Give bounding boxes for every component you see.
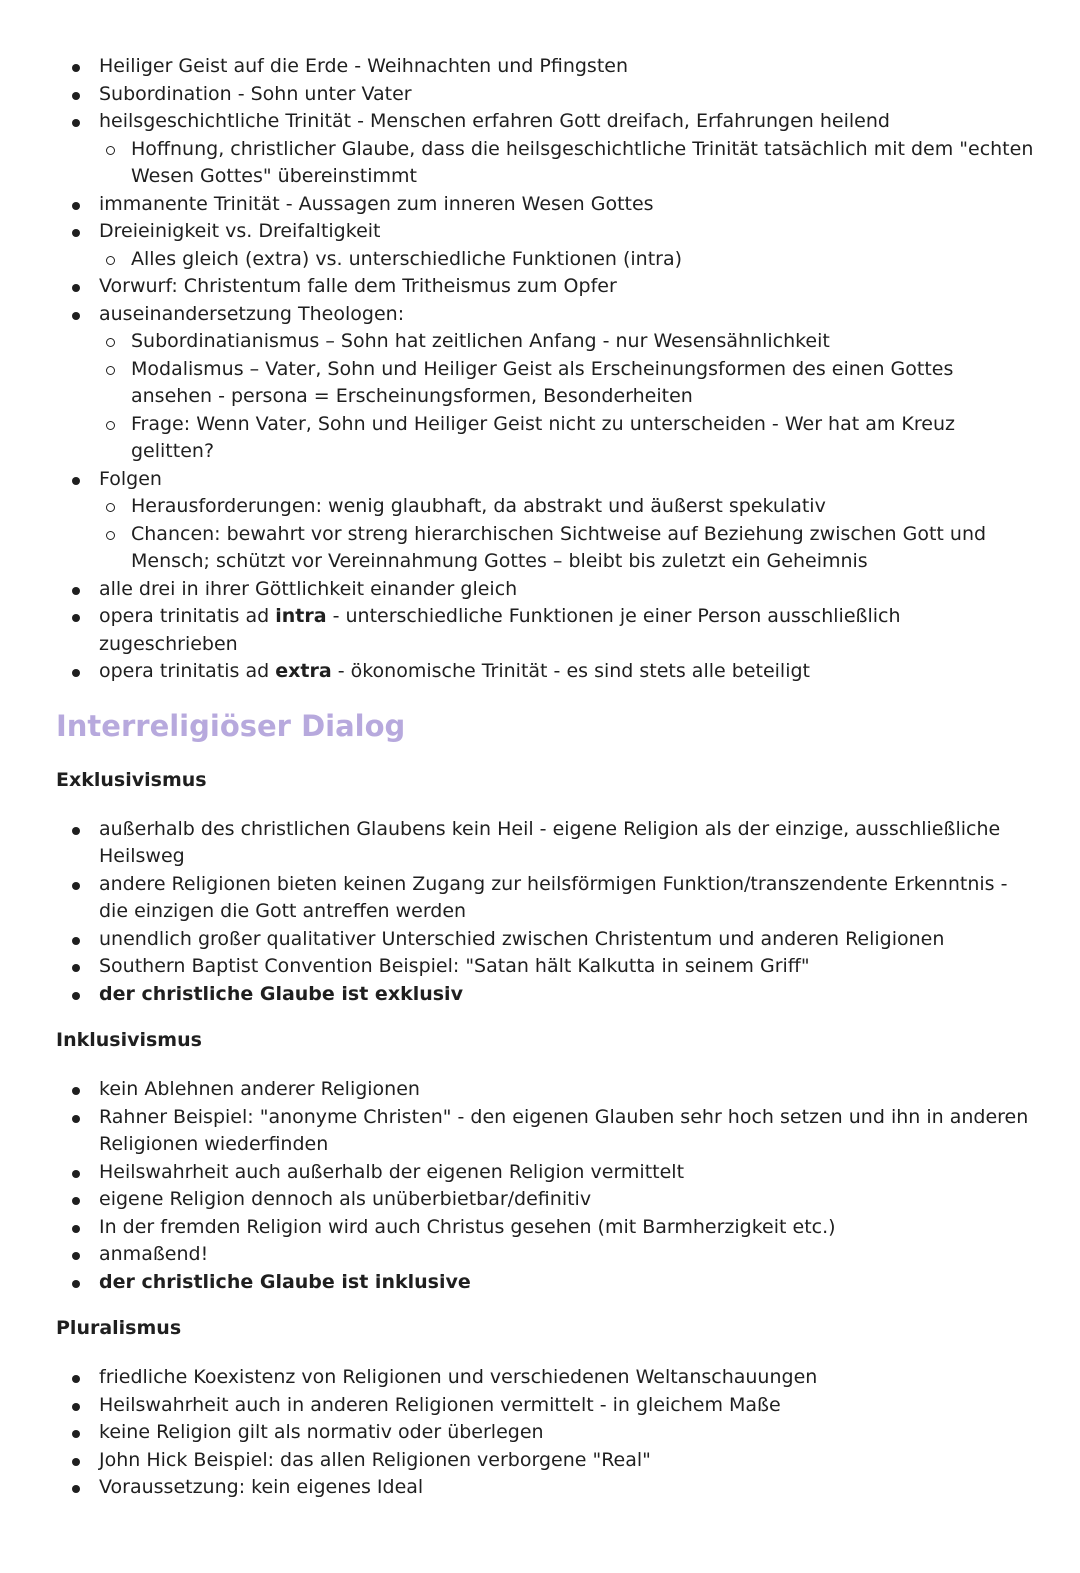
bullet-item [56,658,1040,686]
bullet-item [56,603,1040,658]
bullet-item [56,191,1040,219]
text-run: friedliche Koexistenz von Religionen und verschiedenen Weltanschauungen [99,1366,818,1388]
bullet-item [56,1364,1040,1392]
text-run: Subordinatianismus – Sohn hat zeitlichen Anfang - nur Wesensähnlichkeit [131,330,830,352]
section-title: Interreligiöser Dialog [56,708,406,743]
text-run: Chancen: bewahrt vor streng hierarchischen Sichtweise auf Beziehung zwischen Gott und Mensch; schützt vor Vereinnahmung Gottes – bleibt bis zuletzt ein Geheimnis [131,522,987,572]
bullet-item [56,981,1040,1009]
bullet-item [56,926,1040,954]
text-run: kein Ablehnen anderer Religionen [99,1078,420,1100]
bullet-item [56,1159,1040,1187]
text-run: keine Religion gilt als normativ oder überlegen [99,1421,544,1443]
bullet-item [56,1474,1040,1502]
bullet-item [56,816,1040,871]
text-run: Heilswahrheit auch außerhalb der eigenen Religion vermittelt [99,1160,685,1183]
bullet-item [56,53,1040,81]
text-run: opera trinitatis ad [99,660,276,682]
text-run: heilsgeschichtliche Trinität - Menschen erfahren Gott dreifach, Erfahrungen heilend [99,110,890,132]
bullet-item [56,301,1040,329]
bold-text: intra [275,605,327,627]
bullet-item [56,81,1040,109]
text-run: Alles gleich (extra) vs. unterschiedliche Funktionen (intra) [131,247,683,270]
text-run: alle drei in ihrer Göttlichkeit einander gleich [99,577,518,600]
bold-text: der christliche Glaube ist inklusive [99,1270,471,1293]
text-run: John Hick Beispiel: das allen Religionen verborgene "Real" [99,1448,651,1471]
text-run: Dreieinigkeit vs. Dreifaltigkeit [99,220,381,242]
bullet-item [56,1186,1040,1214]
text-run: Frage: Wenn Vater, Sohn und Heiliger Geist nicht zu unterscheiden - Wer hat am Kreuz gelitten? [131,412,955,462]
text-run: Southern Baptist Convention Beispiel: "Satan hält Kalkutta in seinem Griff" [99,955,810,977]
bullet-item [56,1447,1040,1475]
bullet-item [56,1392,1040,1420]
bullet-item [56,871,1040,926]
text-run: Heilswahrheit auch in anderen Religionen vermittelt - in gleichem Maße [99,1393,781,1416]
sub-bullet-item [56,328,1040,356]
text-run: Heiliger Geist auf die Erde - Weihnachten und Pfingsten [99,55,629,77]
bullet-item [56,1419,1040,1447]
text-run: Subordination - Sohn unter Vater [99,82,412,105]
sub-bullet-item [56,356,1040,411]
subsection-bullet-list [56,1364,1040,1502]
bullet-item [56,953,1040,981]
text-run: - unterschiedliche Funktionen je einer Person ausschließlich zugeschrieben [99,605,901,655]
sub-bullet-item [56,493,1040,521]
sub-bullet-item [56,246,1040,274]
bullet-item [56,1269,1040,1297]
bullet-item [56,1214,1040,1242]
bullet-item [56,108,1040,136]
text-run: Modalismus – Vater, Sohn und Heiliger Geist als Erscheinungsformen des einen Gottes ansehen - persona = Erscheinungsformen, Besonderheiten [131,357,954,407]
bullet-item [56,576,1040,604]
text-run: andere Religionen bieten keinen Zugang zur heilsförmigen Funktion/transzendente Erkenntnis - die einzigen die Gott antreffen werden [99,872,1008,922]
bullet-item [56,1104,1040,1159]
trinity-bullet-list [56,53,1040,686]
text-run: außerhalb des christlichen Glaubens kein Heil - eigene Religion als der einzige, ausschließliche Heilsweg [99,817,1001,867]
bold-text: der christliche Glaube ist exklusiv [99,982,463,1005]
subsection-heading: Pluralismus [56,1317,182,1339]
text-run: opera trinitatis ad [99,605,276,627]
text-run: - ökonomische Trinität - es sind stets alle beteiligt [331,660,810,682]
text-run: Hoffnung, christlicher Glaube, dass die heilsgeschichtliche Trinität tatsächlich mit dem "echten Wesen Gottes" übereinstimmt [131,137,1034,187]
subsection-bullet-list [56,816,1040,1009]
text-run: anmaßend! [99,1243,209,1265]
bold-text: extra [275,660,332,682]
text-run: eigene Religion dennoch als unüberbietbar/definitiv [99,1188,592,1210]
bullet-item [56,466,1040,494]
sub-bullet-item [56,521,1040,576]
text-run: Voraussetzung: kein eigenes Ideal [99,1476,424,1498]
text-run: unendlich großer qualitativer Unterschied zwischen Christentum und anderen Religionen [99,927,945,950]
text-run: In der fremden Religion wird auch Christus gesehen (mit Barmherzigkeit etc.) [99,1215,836,1238]
sub-bullet-item [56,136,1040,191]
text-run: auseinandersetzung Theologen: [99,302,405,325]
text-run: Rahner Beispiel: "anonyme Christen" - den eigenen Glauben sehr hoch setzen und ihn in anderen Religionen wiederfinden [99,1105,1029,1155]
bullet-item [56,1076,1040,1104]
text-run: Folgen [99,467,162,490]
subsection-heading: Inklusivismus [56,1029,202,1051]
text-run: immanente Trinität - Aussagen zum inneren Wesen Gottes [99,192,654,215]
bullet-item [56,1241,1040,1269]
text-run: Herausforderungen: wenig glaubhaft, da abstrakt und äußerst spekulativ [131,495,826,517]
bullet-item [56,218,1040,246]
sub-bullet-item [56,411,1040,466]
subsection-bullet-list [56,1076,1040,1296]
bullet-item [56,273,1040,301]
subsection-heading: Exklusivismus [56,768,207,791]
subsections-container [56,766,1040,1502]
text-run: Vorwurf: Christentum falle dem Tritheismus zum Opfer [99,275,617,297]
